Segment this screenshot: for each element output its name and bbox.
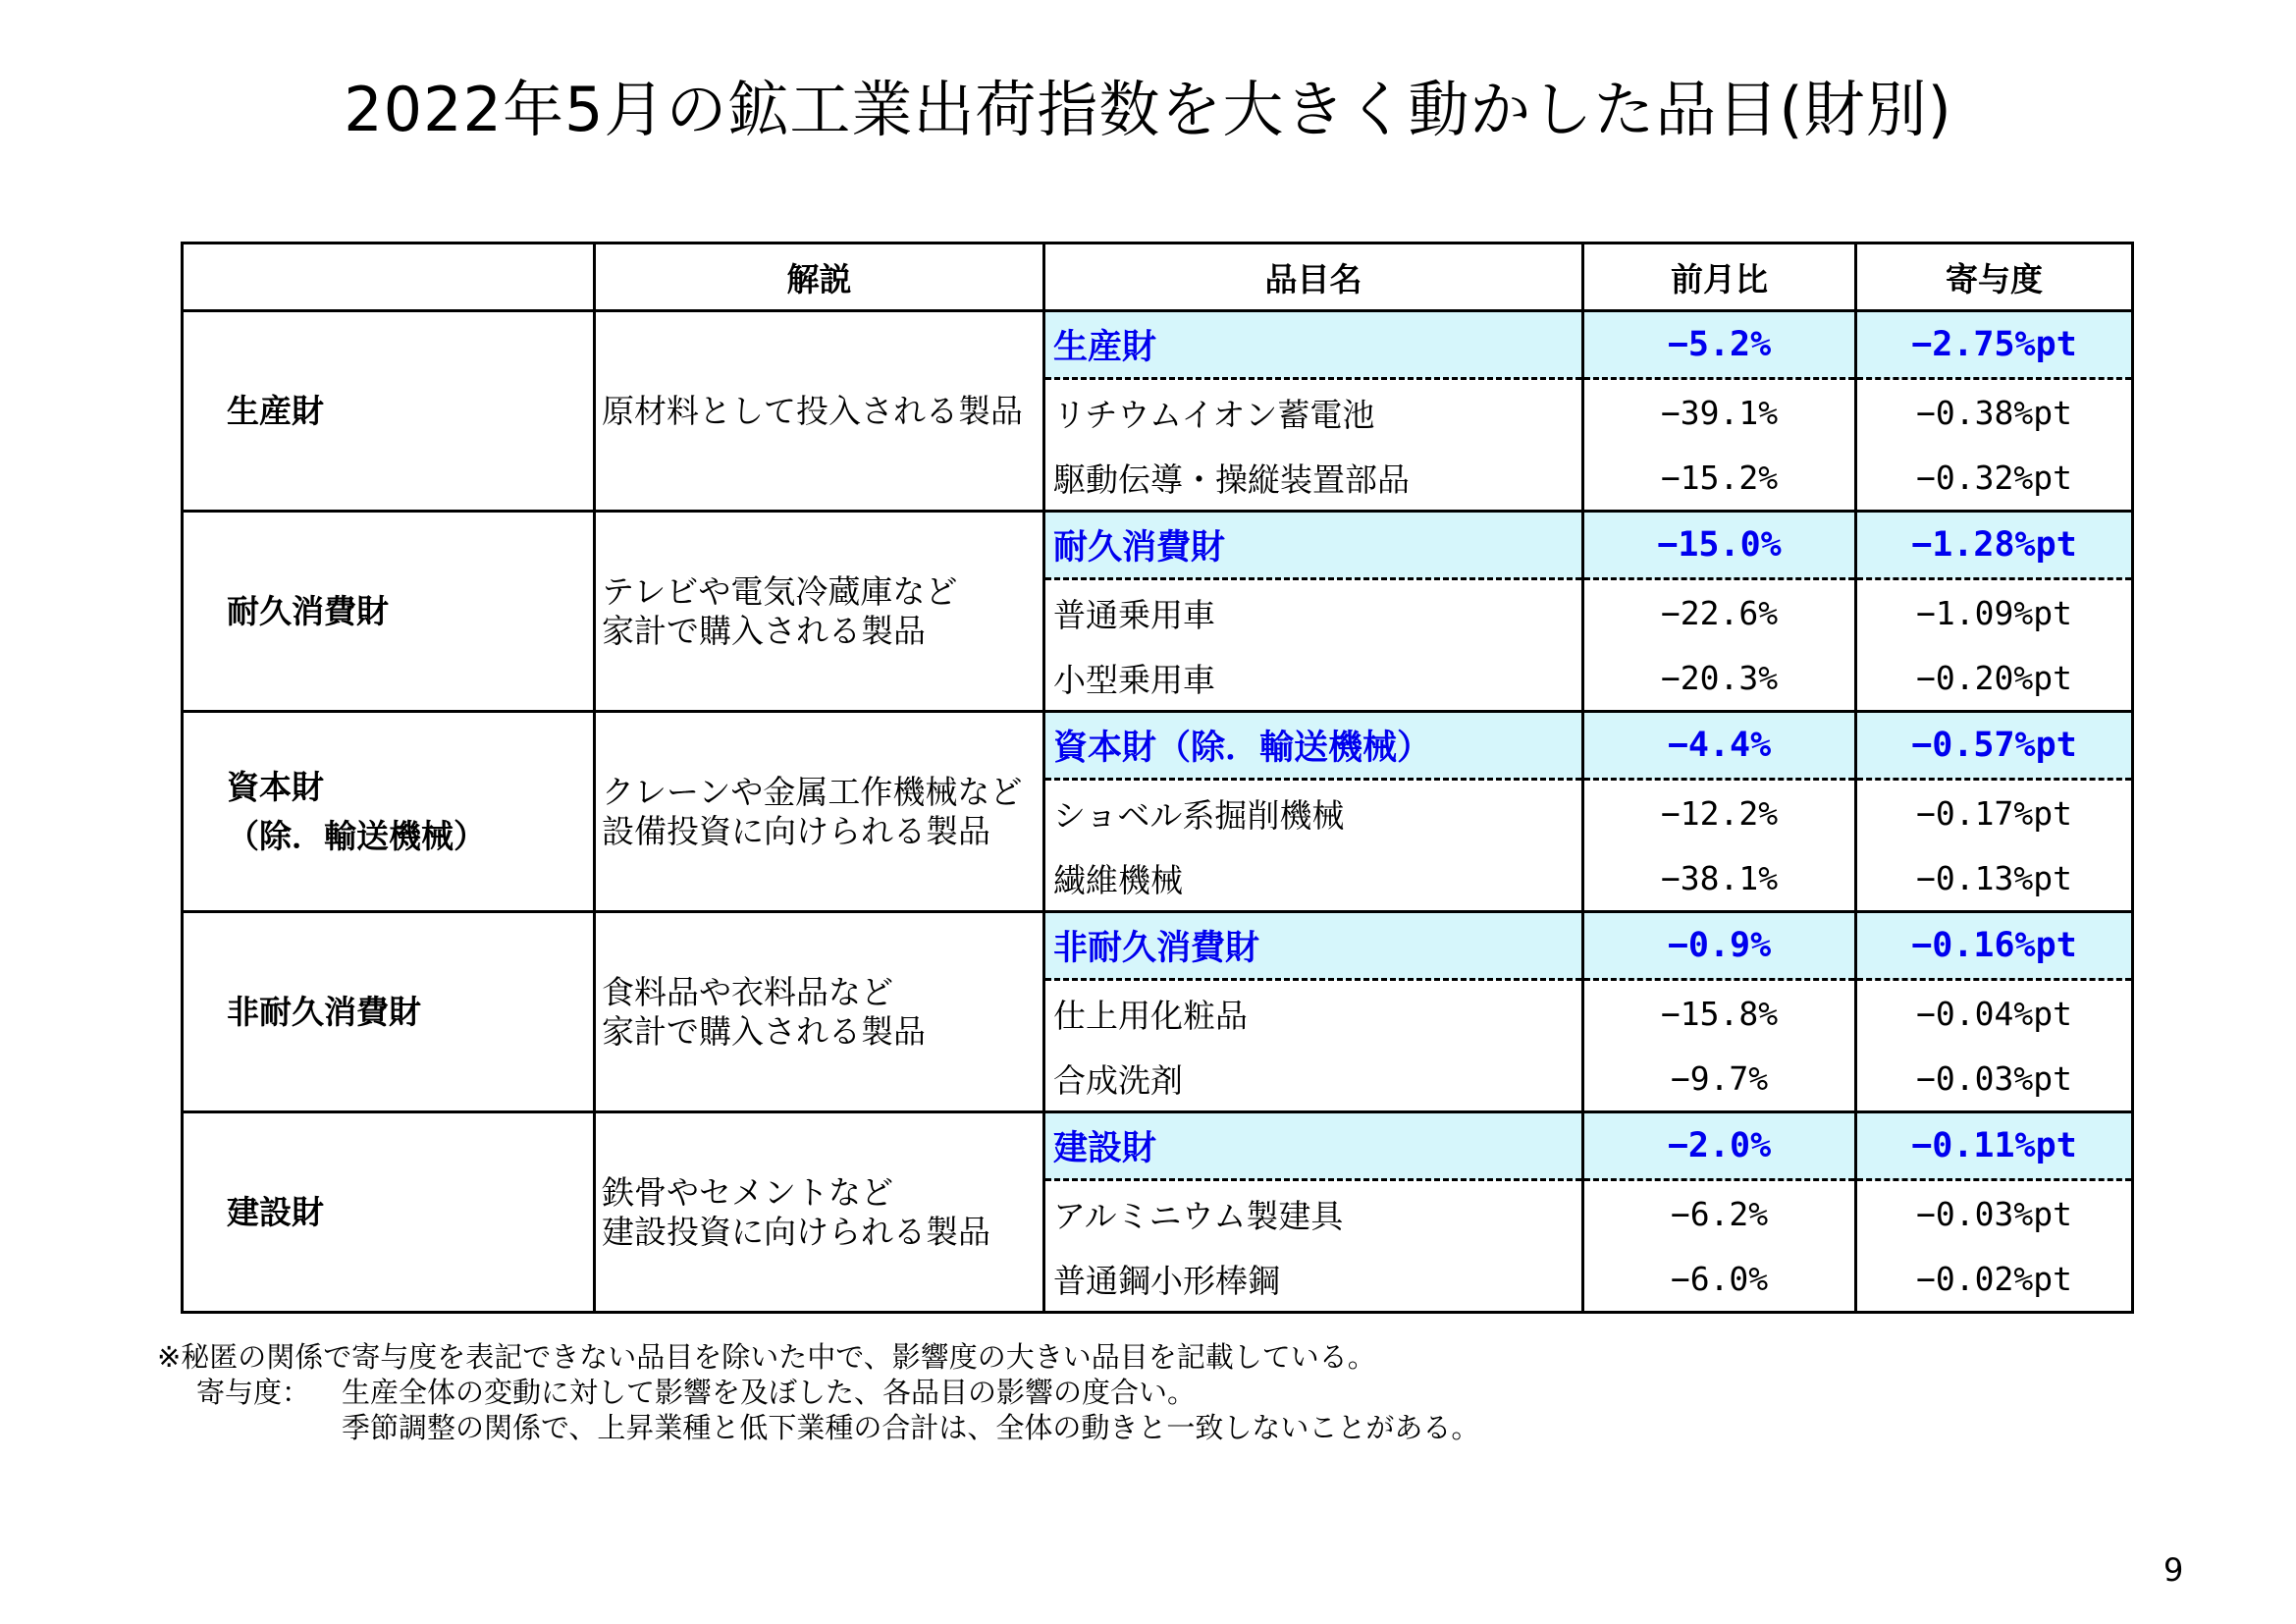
- item-contribution: −0.04%pt: [1856, 980, 2133, 1047]
- summary-mom: −5.2%: [1583, 311, 1856, 379]
- footnote-line: 季節調整の関係で、上昇業種と低下業種の合計は、全体の動きと一致しないことがある。: [342, 1411, 1480, 1444]
- table-row: [183, 1112, 2133, 1180]
- page-title: 2022年5月の鉱工業出荷指数を大きく動かした品目(財別): [344, 74, 1952, 145]
- description-line: テレビや電気冷蔵庫など: [602, 571, 958, 611]
- item-name: 普通乗用車: [1044, 579, 1583, 646]
- item-name: 普通鋼小形棒鋼: [1044, 1246, 1583, 1313]
- summary-item-name: 耐久消費財: [1044, 512, 1583, 579]
- description-line: クレーンや金属工作機械など: [602, 772, 1023, 811]
- item-contribution: −0.20%pt: [1856, 645, 2133, 712]
- item-mom: −39.1%: [1583, 379, 1856, 446]
- item-name: ショベル系掘削機械: [1044, 780, 1583, 846]
- table-row: [183, 912, 2133, 980]
- item-contribution: −0.03%pt: [1856, 1046, 2133, 1112]
- category-label: 資本財: [227, 767, 324, 806]
- summary-item-name: 建設財: [1044, 1112, 1583, 1180]
- table-header-row: [183, 244, 2133, 311]
- item-mom: −38.1%: [1583, 845, 1856, 912]
- category-label-sub: （除．輸送機械）: [227, 816, 486, 855]
- item-mom: −6.2%: [1583, 1180, 1856, 1247]
- summary-mom: −0.9%: [1583, 912, 1856, 980]
- header-category: [183, 244, 595, 311]
- category-cell: [183, 912, 595, 1112]
- page-number: 9: [2163, 1551, 2184, 1589]
- footnote-label: 寄与度：: [196, 1376, 311, 1409]
- item-contribution: −1.09%pt: [1856, 579, 2133, 646]
- description-cell: [595, 1112, 1044, 1313]
- summary-mom: −4.4%: [1583, 712, 1856, 780]
- table-row: [183, 311, 2133, 379]
- summary-contribution: −0.11%pt: [1856, 1112, 2133, 1180]
- header-description: 解説: [595, 244, 1044, 311]
- table-row: [183, 712, 2133, 780]
- summary-contribution: −2.75%pt: [1856, 311, 2133, 379]
- item-mom: −12.2%: [1583, 780, 1856, 846]
- item-name: アルミニウム製建具: [1044, 1180, 1583, 1247]
- header-contribution: 寄与度: [1856, 244, 2133, 311]
- category-cell: [183, 712, 595, 912]
- summary-mom: −15.0%: [1583, 512, 1856, 579]
- item-mom: −20.3%: [1583, 645, 1856, 712]
- item-name: 小型乗用車: [1044, 645, 1583, 712]
- summary-item-name: 非耐久消費財: [1044, 912, 1583, 980]
- summary-contribution: −1.28%pt: [1856, 512, 2133, 579]
- category-label: 耐久消費財: [227, 591, 389, 630]
- description-line: 建設投資に向けられる製品: [602, 1212, 990, 1251]
- category-cell: [183, 311, 595, 512]
- header-month-over-month: 前月比: [1583, 244, 1856, 311]
- item-mom: −22.6%: [1583, 579, 1856, 646]
- summary-item-name: 生産財: [1044, 311, 1583, 379]
- item-contribution: −0.32%pt: [1856, 445, 2133, 512]
- footnote-line: [157, 1375, 1479, 1410]
- table-row: [183, 512, 2133, 579]
- description-line: 鉄骨やセメントなど: [602, 1172, 893, 1212]
- footnote-line: ※秘匿の関係で寄与度を表記できない品目を除いた中で、影響度の大きい品目を記載している。: [157, 1340, 1376, 1374]
- item-mom: −15.8%: [1583, 980, 1856, 1047]
- description-line: 家計で購入される製品: [602, 1011, 926, 1051]
- footnotes: [157, 1339, 1479, 1445]
- item-contribution: −0.38%pt: [1856, 379, 2133, 446]
- item-mom: −15.2%: [1583, 445, 1856, 512]
- description-line: 家計で購入される製品: [602, 611, 926, 650]
- summary-contribution: −0.57%pt: [1856, 712, 2133, 780]
- item-name: 駆動伝導・操縦装置部品: [1044, 445, 1583, 512]
- summary-item-name: 資本財（除．輸送機械）: [1044, 712, 1583, 780]
- description-line: 原材料として投入される製品: [602, 391, 1023, 430]
- description-line: 食料品や衣料品など: [602, 972, 893, 1011]
- description-cell: [595, 512, 1044, 712]
- summary-mom: −2.0%: [1583, 1112, 1856, 1180]
- description-cell: [595, 912, 1044, 1112]
- footnote-text: 生産全体の変動に対して影響を及ぼした、各品目の影響の度合い。: [342, 1376, 1197, 1409]
- item-mom: −9.7%: [1583, 1046, 1856, 1112]
- description-line: 設備投資に向けられる製品: [602, 811, 990, 850]
- description-cell: [595, 712, 1044, 912]
- item-name: 繊維機械: [1044, 845, 1583, 912]
- item-name: リチウムイオン蓄電池: [1044, 379, 1583, 446]
- item-contribution: −0.02%pt: [1856, 1246, 2133, 1313]
- item-mom: −6.0%: [1583, 1246, 1856, 1313]
- item-contribution: −0.03%pt: [1856, 1180, 2133, 1247]
- category-label: 建設財: [227, 1192, 324, 1231]
- category-cell: [183, 1112, 595, 1313]
- category-cell: [183, 512, 595, 712]
- summary-contribution: −0.16%pt: [1856, 912, 2133, 980]
- item-contribution: −0.17%pt: [1856, 780, 2133, 846]
- goods-table: [181, 242, 2134, 1314]
- item-name: 仕上用化粧品: [1044, 980, 1583, 1047]
- category-label: 生産財: [227, 391, 324, 430]
- item-name: 合成洗剤: [1044, 1046, 1583, 1112]
- description-cell: [595, 311, 1044, 512]
- category-label: 非耐久消費財: [227, 992, 421, 1031]
- item-contribution: −0.13%pt: [1856, 845, 2133, 912]
- header-item-name: 品目名: [1044, 244, 1583, 311]
